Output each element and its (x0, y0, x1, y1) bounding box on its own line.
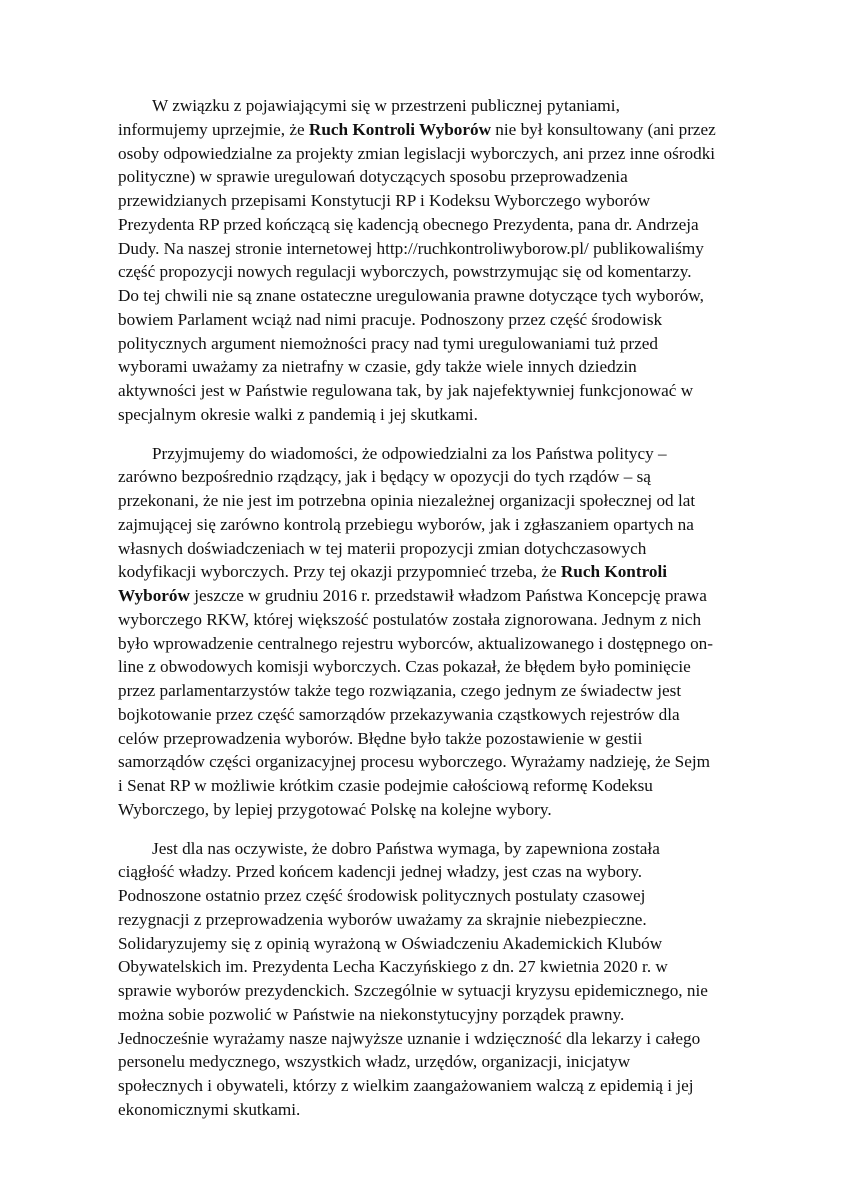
text-run: sprawie wyborów prezydenckich. Szczególnie w sytuacji kryzysu epidemicznego, nie (118, 981, 708, 1000)
text-line (118, 632, 730, 656)
text-run: społecznych i obywateli, którzy z wielkim zaangażowaniem walczą z epidemią i jej (118, 1076, 694, 1095)
text-run: line z obwodowych komisji wyborczych. Czas pokazał, że błędem było pominięcie (118, 657, 691, 677)
text-run: osoby odpowiedzialne za projekty zmian legislacji wyborczych, ani przez inne ośrodki (118, 143, 716, 163)
organization-name-bold: Ruch Kontroli Wyborów (308, 119, 491, 139)
text-run: Solidaryzujemy się z opinią wyrażoną w Oświadczeniu Akademickich Klubów (118, 933, 663, 953)
text-run: przez parlamentarzystów także tego rozwiązania, czego jednym ze świadectw jest (118, 681, 682, 700)
text-line (118, 655, 730, 679)
text-run: Przyjmujemy do wiadomości, że odpowiedzialni za los Państwa politycy – (152, 443, 667, 463)
text-run: przewidzianych przepisami Konstytucji RP i Kodeksu Wyborczego wyborów (118, 191, 651, 210)
text-run: jeszcze w grudniu 2016 r. przedstawił władzom Państwa Koncepcję prawa (189, 586, 707, 605)
text-run: polityczne) w sprawie uregulowań dotyczących sposobu przeprowadzenia (118, 167, 628, 187)
text-run: było wprowadzenie centralnego rejestru wyborców, aktualizowanego i dostępnego on- (118, 633, 713, 653)
text-line (118, 1074, 730, 1098)
text-line (118, 118, 730, 142)
text-line (118, 750, 730, 774)
document-body (118, 94, 730, 1137)
text-line (118, 679, 730, 703)
text-run: samorządów części organizacyjnej procesu wyborczego. Wyrażamy nadzieję, że Sejm (118, 752, 710, 772)
text-run: Wyborczego, by lepiej przygotować Polskę na kolejne wybory. (118, 799, 552, 819)
text-line (118, 260, 730, 284)
text-line (118, 979, 730, 1003)
text-line (118, 703, 730, 727)
text-run: informujemy uprzejmie, że (118, 119, 309, 139)
text-run: zajmującej się zarówno kontrolą przebiegu wyborów, jak i zgłaszaniem opartych na (118, 514, 694, 534)
text-run: rezygnacji z przeprowadzenia wyborów uważamy za skrajnie niebezpieczne. (118, 909, 647, 929)
text-line (118, 727, 730, 751)
text-run: przekonani, że nie jest im potrzebna opinia niezależnej organizacji społecznej od lat (118, 491, 696, 510)
text-line (118, 884, 730, 908)
text-run: własnych doświadczeniach w tej materii propozycji zmian dotychczasowych (118, 538, 647, 558)
text-line (118, 560, 730, 584)
text-line (118, 355, 730, 379)
text-run: celów przeprowadzenia wyborów. Błędne było także pozostawienie w gestii (118, 728, 643, 748)
text-run: politycznych argument niemożności pracy nad tymi uregulowaniami tuż przed (118, 333, 658, 353)
text-run: Podnoszone ostatnio przez część środowisk politycznych postulaty czasowej (118, 886, 646, 905)
text-run: W związku z pojawiającymi się w przestrzeni publicznej pytaniami, (152, 96, 620, 115)
text-run: bowiem Parlament wciąż nad nimi pracuje. Podnoszony przez część środowisk (118, 309, 663, 329)
text-run: nie był konsultowany (ani przez (491, 119, 716, 139)
text-line (118, 584, 730, 608)
text-line (118, 537, 730, 561)
text-line (118, 774, 730, 798)
text-run: ciągłość władzy. Przed końcem kadencji jednej władzy, jest czas na wybory. (118, 862, 643, 882)
text-run: bojkotowanie przez część samorządów przekazywania cząstkowych rejestrów dla (118, 704, 680, 724)
text-line (118, 955, 730, 979)
text-line (118, 442, 730, 466)
text-line (118, 513, 730, 537)
text-line (118, 403, 730, 427)
text-line (118, 332, 730, 356)
text-line (118, 608, 730, 632)
text-line (118, 237, 730, 261)
text-line (118, 860, 730, 884)
text-run: Prezydenta RP przed kończącą się kadencją obecnego Prezydenta, pana dr. Andrzeja (118, 214, 699, 234)
text-run: specjalnym okresie walki z pandemią i jej skutkami. (118, 404, 478, 424)
text-line (118, 798, 730, 822)
text-run: wyborami uważamy za nietrafny w czasie, gdy także wiele innych dziedzin (118, 357, 637, 377)
text-line (118, 308, 730, 332)
text-line (118, 284, 730, 308)
text-line (118, 1098, 730, 1122)
paragraph (118, 837, 730, 1122)
text-line (118, 837, 730, 861)
organization-name-bold: Ruch Kontroli (560, 562, 668, 582)
text-run: można sobie pozwolić w Państwie na niekonstytucyjny porządek prawny. (118, 1004, 625, 1024)
text-line (118, 189, 730, 213)
text-line (118, 379, 730, 403)
text-line (118, 142, 730, 166)
text-line (118, 1027, 730, 1051)
text-run: Jest dla nas oczywiste, że dobro Państwa wymaga, by zapewniona została (152, 838, 660, 858)
text-run: personelu medycznego, wszystkich władz, urzędów, organizacji, inicjatyw (118, 1052, 631, 1072)
paragraph (118, 94, 730, 427)
text-run: Obywatelskich im. Prezydenta Lecha Kaczyńskiego z dn. 27 kwietnia 2020 r. w (118, 957, 668, 977)
text-run: część propozycji nowych regulacji wyborczych, powstrzymując się od komentarzy. (118, 262, 692, 282)
text-run: Jednocześnie wyrażamy nasze najwyższe uznanie i wdzięczność dla lekarzy i całego (118, 1028, 701, 1048)
paragraph (118, 442, 730, 822)
text-run: kodyfikacji wyborczych. Przy tej okazji przypomnieć trzeba, że (118, 562, 561, 582)
text-run: Dudy. Na naszej stronie internetowej http://ruchkontroliwyborow.pl/ publikowaliśmy (118, 238, 704, 258)
text-run: i Senat RP w możliwie krótkim czasie podejmie całościową reformę Kodeksu (118, 776, 653, 795)
text-run: Do tej chwili nie są znane ostateczne uregulowania prawne dotyczące tych wyborów, (118, 286, 704, 305)
text-run: aktywności jest w Państwie regulowana tak, by jak najefektywniej funkcjonować w (118, 381, 694, 400)
text-line (118, 465, 730, 489)
text-line (118, 213, 730, 237)
text-line (118, 1003, 730, 1027)
text-line (118, 908, 730, 932)
organization-name-bold: Wyborów (118, 586, 190, 605)
text-run: zarówno bezpośrednio rządzący, jak i będący w opozycji do tych rządów – są (118, 467, 651, 487)
text-line (118, 94, 730, 118)
text-line (118, 489, 730, 513)
text-run: wyborczego RKW, której większość postulatów została zignorowana. Jednym z nich (118, 609, 702, 629)
text-line (118, 1050, 730, 1074)
text-line (118, 165, 730, 189)
text-line (118, 932, 730, 956)
text-run: ekonomicznymi skutkami. (118, 1099, 301, 1119)
